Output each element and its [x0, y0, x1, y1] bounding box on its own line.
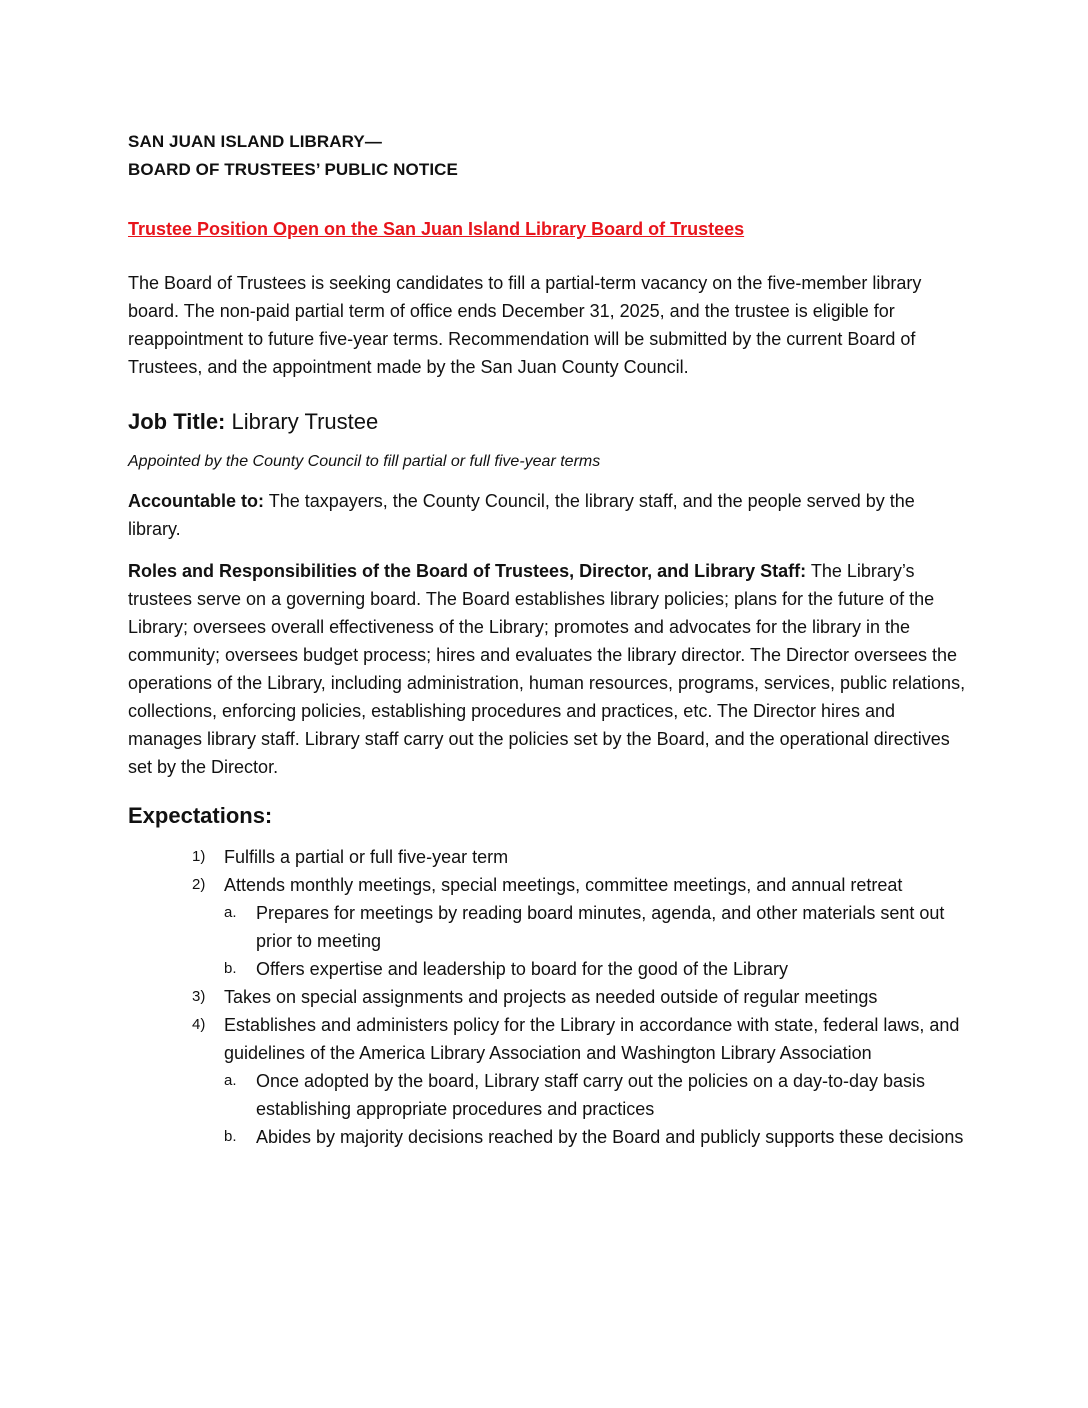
- document-page: [128, 128, 968, 1151]
- job-title-value: Library Trustee: [231, 409, 379, 434]
- sub-list-item-text: Offers expertise and leadership to board for the good of the Library: [256, 959, 788, 979]
- sub-list: [224, 1067, 968, 1151]
- roles-label: Roles and Responsibilities of the Board of Trustees, Director, and Library Staff:: [128, 561, 807, 581]
- sub-list-item: [224, 899, 968, 955]
- list-item: [128, 1011, 968, 1151]
- sub-list-item: [224, 955, 968, 983]
- sub-list-item-text: Prepares for meetings by reading board minutes, agenda, and other materials sent out prior to meeting: [256, 903, 945, 951]
- sub-list-item-letter: a.: [224, 904, 237, 921]
- roles-text: The Library’s trustees serve on a governing board. The Board establishes library policies; plans for the future of the Library; oversees overall effectiveness of the Library; promotes and advocates for the library in the community; oversees budget process; hires and evaluates the library director. The Director oversees the operations of the Library, including administration, human resources, programs, services, public relations, collections, enforcing policies, establishing procedures and practices, etc. The Director hires and manages library staff. Library staff carry out the policies set by the Board, and the operational directives set by the Director.: [128, 561, 966, 777]
- sub-list-item: [224, 1067, 968, 1123]
- accountable-label: Accountable to:: [128, 491, 265, 511]
- list-item-text: Attends monthly meetings, special meetings, committee meetings, and annual retreat: [224, 875, 903, 895]
- trustee-position-link[interactable]: Trustee Position Open on the San Juan Island Library Board of Trustees: [128, 219, 745, 239]
- list-item-number: 3): [192, 988, 206, 1005]
- list-item-number: 2): [192, 876, 206, 893]
- list-item-text: Takes on special assignments and projects as needed outside of regular meetings: [224, 987, 878, 1007]
- expectations-list: [128, 843, 968, 1151]
- appointed-note: Appointed by the County Council to fill partial or full five-year terms: [128, 453, 601, 470]
- list-item: [128, 843, 968, 871]
- notice-header: [128, 128, 968, 184]
- list-item-number: 1): [192, 848, 206, 865]
- list-item-text: Establishes and administers policy for the Library in accordance with state, federal laws, and guidelines of the America Library Association and Washington Library Association: [224, 1015, 960, 1063]
- sub-list-item-text: Abides by majority decisions reached by the Board and publicly supports these decisions: [256, 1127, 964, 1147]
- sub-list-item-text: Once adopted by the board, Library staff carry out the policies on a day-to-day basis establishing appropriate procedures and practices: [256, 1071, 926, 1119]
- sub-list-item-letter: b.: [224, 960, 237, 977]
- expectations-heading: Expectations:: [128, 803, 273, 828]
- job-title-label: Job Title:: [128, 409, 226, 434]
- accountable-text: The taxpayers, the County Council, the library staff, and the people served by the library.: [128, 491, 915, 539]
- list-item: [128, 871, 968, 983]
- roles-paragraph: [128, 557, 968, 781]
- list-item: [128, 983, 968, 1011]
- intro-paragraph: The Board of Trustees is seeking candidates to fill a partial-term vacancy on the five-member library board. The non-paid partial term of office ends December 31, 2025, and the trustee is eligible for reappointment to future five-year terms. Recommendation will be submitted by the current Board of Trustees, and the appointment made by the San Juan County Council.: [128, 273, 922, 377]
- sub-list: [224, 899, 968, 983]
- list-item-text: Fulfills a partial or full five-year term: [224, 847, 509, 867]
- sub-list-item-letter: b.: [224, 1128, 237, 1145]
- sub-list-item-letter: a.: [224, 1072, 237, 1089]
- header-line-notice: BOARD OF TRUSTEES’ PUBLIC NOTICE: [128, 160, 458, 179]
- job-title-line: [128, 407, 968, 437]
- list-item-number: 4): [192, 1016, 206, 1033]
- accountable-paragraph: [128, 487, 968, 543]
- sub-list-item: [224, 1123, 968, 1151]
- header-line-library: SAN JUAN ISLAND LIBRARY—: [128, 132, 382, 151]
